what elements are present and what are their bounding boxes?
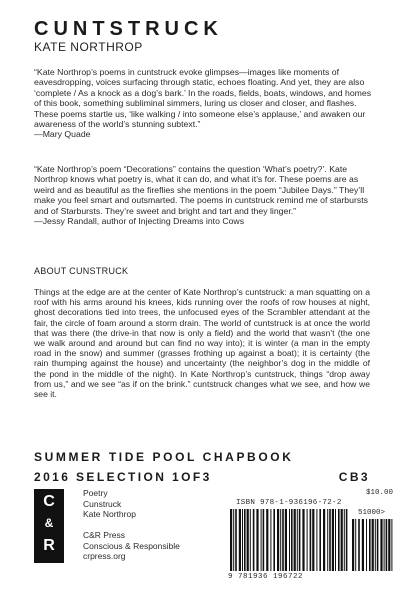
barcode-digits: 9 781936 196722 <box>228 573 304 581</box>
barcode-stripe <box>316 509 317 571</box>
barcode-stripe <box>239 509 241 571</box>
barcode-stripe <box>310 509 312 571</box>
barcode-stripe <box>277 509 279 571</box>
barcode-stripe <box>386 519 388 571</box>
quote-1-attribution: —Mary Quade <box>34 129 91 140</box>
barcode-stripe <box>307 509 308 571</box>
barcode-stripe <box>388 519 390 571</box>
barcode-stripe <box>341 509 343 571</box>
barcode-stripe <box>256 509 258 571</box>
barcode-stripe <box>391 519 392 571</box>
book-info-author: Kate Northrop <box>83 509 136 519</box>
barcode-stripe <box>355 519 356 571</box>
barcode-stripe <box>319 509 321 571</box>
barcode-stripe <box>263 509 265 571</box>
publisher-url: crpress.org <box>83 551 126 561</box>
publisher-name: C&R Press <box>83 530 126 540</box>
selection-text: 2016 SELECTION 1OF3 <box>34 470 212 484</box>
blurb-quote-2 <box>34 164 372 226</box>
book-info-title: Cunstruck <box>83 498 122 509</box>
barcode-stripe <box>362 519 364 571</box>
barcode-stripe <box>302 509 304 571</box>
barcode-stripe <box>242 509 243 571</box>
book-title: CUNTSTRUCK <box>34 18 223 40</box>
publisher-tagline: Conscious & Responsible <box>83 540 180 551</box>
barcode-stripe <box>380 519 382 571</box>
barcode-stripe <box>384 519 385 571</box>
barcode-stripe <box>247 509 249 571</box>
barcode-stripe <box>250 509 251 571</box>
barcode-stripe <box>346 509 348 571</box>
barcode-stripe <box>323 509 325 571</box>
barcode-stripe <box>327 509 328 571</box>
barcode-stripe <box>352 519 354 571</box>
book-info <box>83 488 136 520</box>
price-barcode-bars <box>352 519 394 571</box>
barcode-stripe <box>270 509 271 571</box>
about-heading: ABOUT CUNSTRUCK <box>34 266 129 276</box>
quote-2-attribution: —Jessy Randall, author of Injecting Dreams into Cows <box>34 216 245 227</box>
barcode-stripe <box>332 509 334 571</box>
price-code: 51000> <box>358 509 386 517</box>
selection-line <box>34 470 370 484</box>
barcode-stripe <box>253 509 255 571</box>
barcode-stripe <box>233 509 234 571</box>
barcode-stripe <box>266 509 268 571</box>
logo-ampersand: & <box>44 516 54 530</box>
barcode-stripe <box>244 509 246 571</box>
barcode-stripe <box>235 509 237 571</box>
barcode-stripe <box>285 509 287 571</box>
barcode-stripe <box>358 519 360 571</box>
barcode-stripe <box>273 509 275 571</box>
quote-2-text: “Kate Northrop’s poem “Decorations” contains the question ‘What’s poetry?’. Kate Northrop knows what poetry is, what it can do, and what it’s for. These poems are as weird and as beautiful as the fireflies she mentions in the poem “Jubilee Days.” They’ll make you feel smart and outsmarted. The poems in cuntstruck remind me of starbursts and of Starbursts. They’re sweet and bright and tart and they linger.” <box>34 164 368 216</box>
genre-label: Poetry <box>83 488 108 498</box>
barcode-stripe <box>297 509 298 571</box>
book-description: Things at the edge are at the center of Kate Northrop’s cuntstruck: a man squatting on a roof with his arms around his knees, kids running over the roofs of row houses at night, ghost decorations tied into trees, the unfocused eyes of the Scrambler attendant at the fair, the circle of foam around a storm drain. The world of cuntstruck is at once the world that was there (the drive-in that now is only a field) and the world that wasn’t (the one we walk around and around but can find no way into); it is winter (a man in the empty road in the snow) and summer (grasses frothing up against a boat); it is certainty (the rain thumping against the house) and uncertainty (the neighbor’s dog in the middle of the pond in the middle of the night). In Kate Northrop’s cuntstruck, things “drop away from us,” and we see “as if on the brink.” cuntstruck changes what we see, and how we see it. <box>34 287 370 400</box>
barcode-stripe <box>299 509 301 571</box>
barcode-stripe <box>335 509 336 571</box>
quote-1-text: “Kate Northrop’s poems in cuntstruck evoke glimpses—images like moments of eavesdropping, voices surfacing through static, echoes floating. And yet, they are also ‘complete / As a knock as a dog’s bark.’ In the roads, fields, boats, windows, and homes of this book, something subliminal simmers, luring us closer and closer, and flashes. These poems startle us, ‘like walking / into someone else’s applause,’ and awaken our awareness of the world’s stunning subtext.” <box>34 67 372 130</box>
barcode-stripe <box>294 509 296 571</box>
series-code: CB3 <box>338 470 370 484</box>
blurb-quote-1 <box>34 67 372 140</box>
logo-letter-c: C <box>43 493 55 510</box>
barcode-stripe <box>329 509 331 571</box>
book-author: KATE NORTHROP <box>34 40 143 54</box>
isbn-text: ISBN 978-1-936196-72-2 <box>236 499 342 507</box>
barcode-stripe <box>366 519 367 571</box>
barcode-stripe <box>312 509 314 571</box>
price-label: $10.00 <box>366 489 394 497</box>
isbn-barcode <box>228 489 398 585</box>
barcode-stripe <box>282 509 284 571</box>
publisher-info <box>83 530 180 562</box>
barcode-stripe <box>344 509 345 571</box>
barcode-stripe <box>375 519 376 571</box>
logo-letter-r: R <box>43 537 55 554</box>
barcode-stripe <box>372 519 374 571</box>
barcode-stripe <box>291 509 293 571</box>
publisher-logo <box>34 489 64 563</box>
barcode-stripe <box>377 519 379 571</box>
barcode-stripe <box>369 519 371 571</box>
barcode-stripe <box>338 509 340 571</box>
barcode-stripe <box>289 509 290 571</box>
barcode-bars <box>230 509 348 571</box>
barcode-stripe <box>280 509 281 571</box>
barcode-stripe <box>230 509 232 571</box>
series-title: SUMMER TIDE POOL CHAPBOOK <box>34 450 294 464</box>
barcode-stripe <box>261 509 262 571</box>
